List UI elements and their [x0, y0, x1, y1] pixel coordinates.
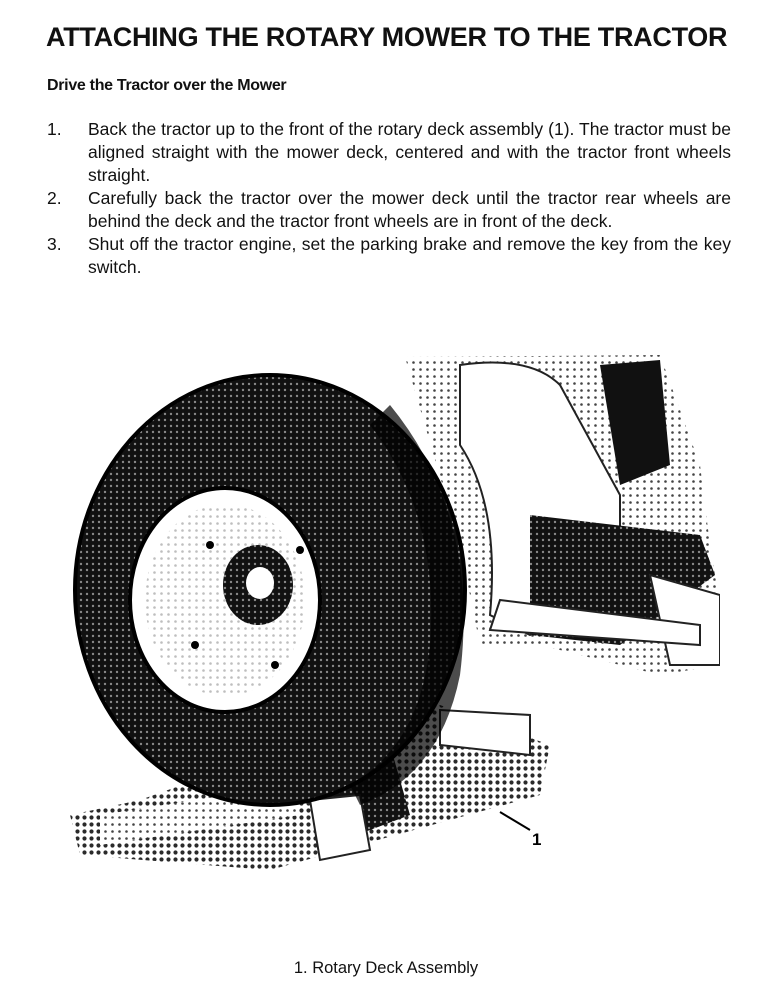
callout-label: 1	[532, 830, 542, 849]
list-item	[47, 233, 731, 279]
figure-caption: 1. Rotary Deck Assembly	[293, 959, 479, 977]
step-number: 1.	[47, 119, 62, 139]
step-number: 3.	[47, 234, 62, 254]
page-title: ATTACHING THE ROTARY MOWER TO THE TRACTOR	[46, 22, 728, 52]
callout-line	[500, 812, 530, 830]
list-item	[47, 187, 731, 233]
instruction-list	[47, 118, 731, 279]
section-subtitle: Drive the Tractor over the Mower	[47, 77, 287, 94]
wheel-rim	[130, 488, 320, 712]
step-number: 2.	[47, 188, 62, 208]
step-text: Carefully back the tractor over the mower deck until the tractor rear wheels are behind the deck and the tractor front wheels are in front of the deck.	[88, 188, 731, 231]
tractor-mower-illustration	[60, 345, 720, 895]
step-text: Shut off the tractor engine, set the parking brake and remove the key from the key switch.	[88, 234, 731, 277]
step-text: Back the tractor up to the front of the rotary deck assembly (1). The tractor must be aligned straight with the mower deck, centered and with the tractor front wheels straight.	[88, 119, 731, 185]
list-item	[47, 118, 731, 187]
